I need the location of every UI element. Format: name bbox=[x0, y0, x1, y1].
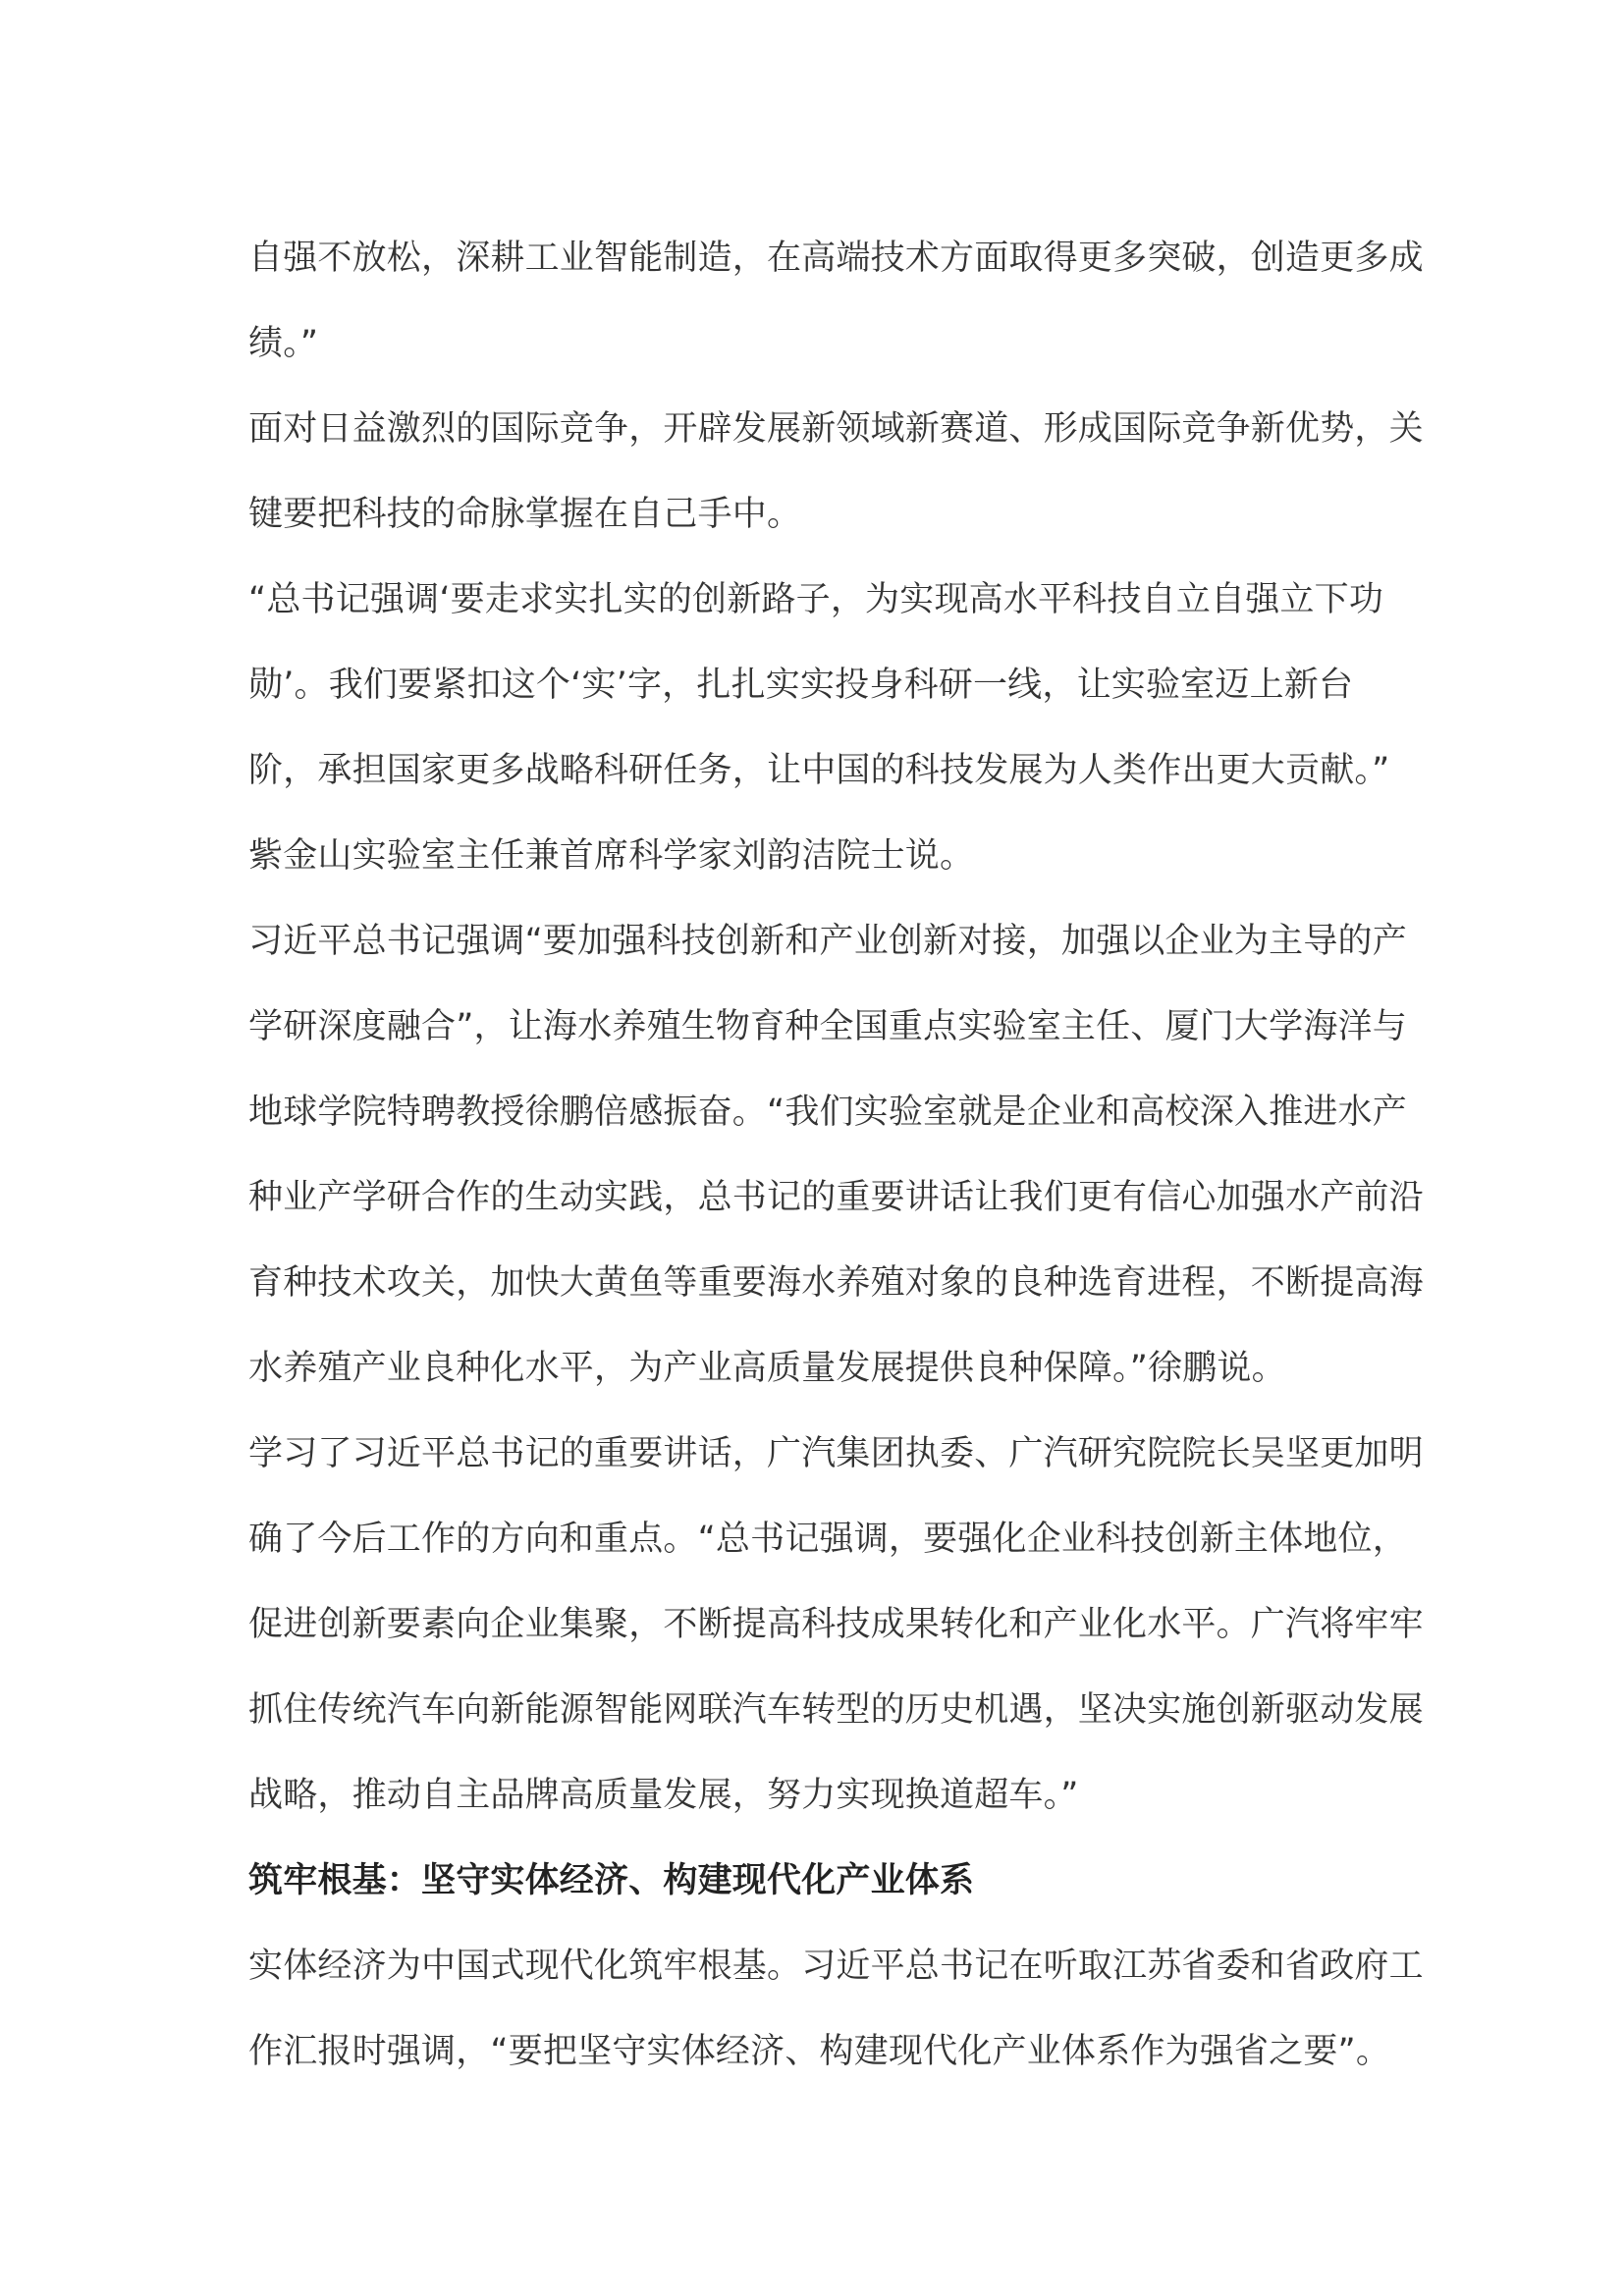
text-line: 勋’。我们要紧扣这个‘实’字，扎扎实实投身科研一线，让实验室迈上新台 bbox=[248, 666, 1354, 705]
text-line: 键要把科技的命脉掌握在自己手中。 bbox=[248, 495, 802, 534]
text-line: 育种技术攻关，加快大黄鱼等重要海水养殖对象的良种选育进程，不断提高海 bbox=[248, 1263, 1424, 1303]
section-heading bbox=[248, 1855, 1397, 1941]
paragraph bbox=[248, 574, 1397, 916]
text-line: 习近平总书记强调“要加强科技创新和产业创新对接，加强以企业为主导的产 bbox=[248, 922, 1407, 961]
text-line: “总书记强调‘要走求实扎实的创新路子，为实现高水平科技自立自强立下功 bbox=[248, 580, 1384, 619]
text-line: 水养殖产业良种化水平，为产业高质量发展提供良种保障。”徐鹏说。 bbox=[248, 1349, 1286, 1388]
paragraph bbox=[248, 1941, 1424, 2111]
text-line: 筑牢根基：坚守实体经济、构建现代化产业体系 bbox=[248, 1861, 975, 1900]
text-line: 阶，承担国家更多战略科研任务，让中国的科技发展为人类作出更大贡献。” bbox=[248, 751, 1390, 790]
text-line: 自强不放松，深耕工业智能制造，在高端技术方面取得更多突破，创造更多成 bbox=[248, 239, 1424, 278]
text-line: 面对日益激烈的国际竞争，开辟发展新领域新赛道、形成国际竞争新优势，关 bbox=[248, 409, 1424, 449]
text-line: 战略，推动自主品牌高质量发展，努力实现换道超车。” bbox=[248, 1776, 1079, 1815]
text-line: 确了今后工作的方向和重点。“总书记强调，要强化企业科技创新主体地位， bbox=[248, 1520, 1407, 1559]
paragraph bbox=[248, 916, 1424, 1428]
text-line: 学习了习近平总书记的重要讲话，广汽集团执委、广汽研究院院长吴坚更加明 bbox=[248, 1434, 1424, 1473]
text-line: 学研深度融合”，让海水养殖生物育种全国重点实验室主任、厦门大学海洋与 bbox=[248, 1007, 1407, 1046]
document-body bbox=[248, 233, 1424, 2111]
text-line: 紫金山实验室主任兼首席科学家刘韵洁院士说。 bbox=[248, 836, 975, 876]
paragraph bbox=[248, 1428, 1424, 1855]
text-line: 实体经济为中国式现代化筑牢根基。习近平总书记在听取江苏省委和省政府工 bbox=[248, 1947, 1424, 1986]
text-line: 绩。” bbox=[248, 324, 319, 363]
paragraph bbox=[248, 233, 1424, 403]
text-line: 作汇报时强调，“要把坚守实体经济、构建现代化产业体系作为强省之要”。 bbox=[248, 2032, 1391, 2071]
text-line: 促进创新要素向企业集聚，不断提高科技成果转化和产业化水平。广汽将牢牢 bbox=[248, 1605, 1424, 1644]
text-line: 种业产学研合作的生动实践，总书记的重要讲话让我们更有信心加强水产前沿 bbox=[248, 1178, 1424, 1217]
paragraph bbox=[248, 403, 1424, 574]
text-line: 地球学院特聘教授徐鹏倍感振奋。“我们实验室就是企业和高校深入推进水产 bbox=[248, 1093, 1407, 1132]
text-line: 抓住传统汽车向新能源智能网联汽车转型的历史机遇，坚决实施创新驱动发展 bbox=[248, 1690, 1424, 1730]
